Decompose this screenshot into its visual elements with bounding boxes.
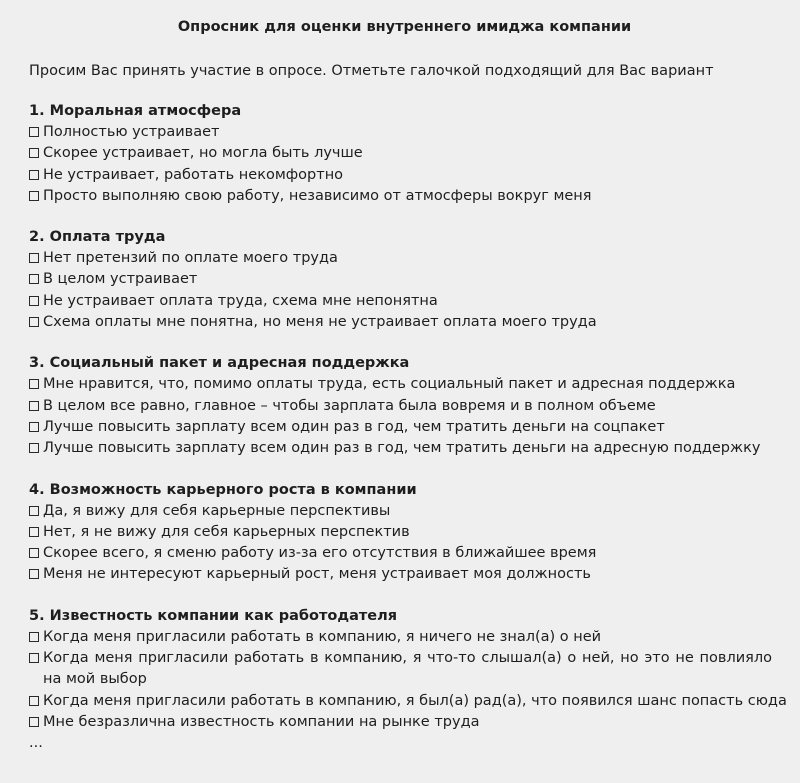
checkbox-icon[interactable] [29,569,39,579]
checkbox-icon[interactable] [29,696,39,706]
option-item[interactable] [29,438,780,459]
option-item[interactable] [29,312,780,333]
option-label: Мне безразлична известность компании на рынке труда [43,713,480,730]
checkbox-icon[interactable] [29,148,39,158]
section-moral-atmosphere [29,101,780,207]
option-item[interactable] [29,186,780,207]
checkbox-icon[interactable] [29,127,39,137]
option-item[interactable] [29,122,780,143]
option-item[interactable] [29,396,780,417]
option-item[interactable] [29,712,780,733]
section-title: 1. Моральная атмосфера [29,103,242,119]
option-item[interactable] [29,522,780,543]
option-label: Когда меня пригласили работать в компанию, я ничего не знал(а) о ней [43,628,602,645]
option-label: Лучше повысить зарплату всем один раз в год, чем тратить деньги на адресную поддержку [43,440,761,457]
section-title: 3. Социальный пакет и адресная поддержка [29,355,410,372]
section-title: 2. Оплата труда [29,229,166,246]
ellipsis-text: ... [29,735,43,752]
option-item[interactable] [29,269,780,290]
option-label: Когда меня пригласили работать в компанию, я что-то слышал(а) о ней, но это не повлияло на мой выбор [43,650,772,688]
option-label: Лучше повысить зарплату всем один раз в год, чем тратить деньги на соцпакет [43,418,665,435]
option-label: Нет претензий по оплате моего труда [43,250,338,267]
section-payment [29,227,780,333]
option-item[interactable] [29,564,780,585]
section-career-growth [29,480,780,586]
checkbox-icon[interactable] [29,632,39,642]
option-label: Схема оплаты мне понятна, но меня не устраивает оплата моего труда [43,314,597,331]
section-title: 5. Известность компании как работодателя [29,607,398,624]
checkbox-icon[interactable] [29,274,39,284]
option-label: Да, я вижу для себя карьерные перспективы [43,502,391,519]
option-item[interactable] [29,648,780,691]
checkbox-icon[interactable] [29,443,39,453]
intro-text: Просим Вас принять участие в опросе. Отметьте галочкой подходящий для Вас вариант [29,63,714,79]
section-title: 4. Возможность карьерного роста в компании [29,481,417,498]
option-item[interactable] [29,165,780,186]
option-label: Не устраивает оплата труда, схема мне непонятна [43,292,438,309]
checkbox-icon[interactable] [29,527,39,537]
option-label: Не устраивает, работать некомфортно [43,166,344,183]
option-label: Просто выполняю свою работу, независимо от атмосферы вокруг меня [43,187,592,204]
option-label: Полностью устраивает [43,124,220,140]
checkbox-icon[interactable] [29,506,39,516]
option-item[interactable] [29,627,780,648]
section-employer-reputation [29,606,787,753]
checkbox-icon[interactable] [29,401,39,411]
option-label: Скорее устраивает, но могла быть лучше [43,145,363,162]
checkbox-icon[interactable] [29,317,39,327]
section-social-package [29,353,780,459]
option-item[interactable] [29,417,780,438]
option-item[interactable] [29,691,787,712]
checkbox-icon[interactable] [29,379,39,389]
checkbox-icon[interactable] [29,653,39,663]
option-label: В целом все равно, главное – чтобы зарплата была вовремя и в полном объеме [43,397,656,414]
option-label: Скорее всего, я сменю работу из-за его отсутствия в ближайшее время [43,545,597,562]
checkbox-icon[interactable] [29,422,39,432]
checkbox-icon[interactable] [29,296,39,306]
checkbox-icon[interactable] [29,717,39,727]
checkbox-icon[interactable] [29,253,39,263]
option-label: Мне нравится, что, помимо оплаты труда, есть социальный пакет и адресная поддержка [43,376,736,393]
option-item[interactable] [29,374,780,395]
option-label: Меня не интересуют карьерный рост, меня устраивает моя должность [43,566,591,583]
option-item[interactable] [29,248,780,269]
option-item[interactable] [29,291,780,312]
checkbox-icon[interactable] [29,548,39,558]
option-item[interactable] [29,143,780,164]
option-item[interactable] [29,543,780,564]
option-label: В целом устраивает [43,271,198,288]
option-label: Когда меня пригласили работать в компанию, я был(а) рад(а), что появился шанс попасть сюда [43,692,787,709]
page-title: Опросник для оценки внутреннего имиджа компании [177,19,632,35]
checkbox-icon[interactable] [29,170,39,180]
option-label: Нет, я не вижу для себя карьерных перспектив [43,523,410,540]
checkbox-icon[interactable] [29,191,39,201]
option-item[interactable] [29,501,780,522]
